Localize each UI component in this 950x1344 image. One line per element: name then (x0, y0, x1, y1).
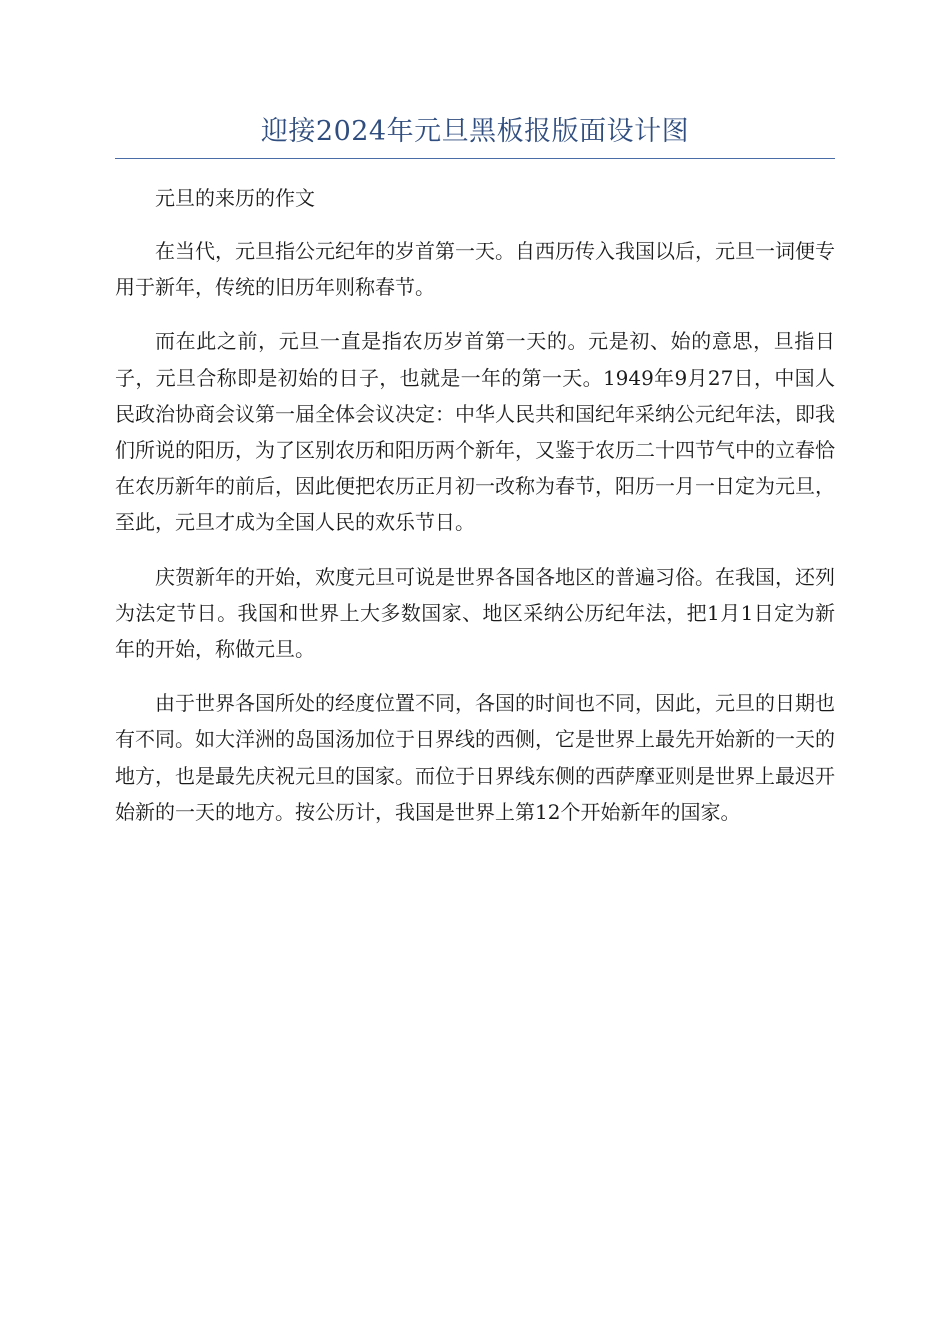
paragraph-1: 在当代，元旦指公元纪年的岁首第一天。自西历传入我国以后，元旦一词便专用于新年，传统的旧历年则称春节。 (115, 239, 835, 300)
document-title: 迎接2024年元旦黑板报版面设计图 (115, 112, 835, 159)
paragraph-4: 由于世界各国所处的经度位置不同，各国的时间也不同，因此，元旦的日期也有不同。如大洋洲的岛国汤加位于日界线的西侧，它是世界上最先开始新的一天的地方，也是最先庆祝元旦的国家。而位于日界线东侧的西萨摩亚则是世界上最迟开始新的一天的地方。按公历计，我国是世界上第12个开始新年的国家。 (115, 691, 835, 824)
document-page (115, 112, 835, 830)
paragraph-3: 庆贺新年的开始，欢度元旦可说是世界各国各地区的普遍习俗。在我国，还列为法定节日。我国和世界上大多数国家、地区采纳公历纪年法，把1月1日定为新年的开始，称做元旦。 (115, 564, 835, 662)
paragraph-2: 而在此之前，元旦一直是指农历岁首第一天的。元是初、始的意思，旦指日子，元旦合称即是初始的日子，也就是一年的第一天。1949年9月27日，中国人民政治协商会议第一届全体会议决定：中华人民共和国纪年采纳公元纪年法，即我们所说的阳历，为了区别农历和阳历两个新年，又鉴于农历二十四节气中的立春恰在农历新年的前后，因此便把农历正月初一改称为春节，阳历一月一日定为元旦，至此，元旦才成为全国人民的欢乐节日。 (115, 329, 835, 535)
document-subheading: 元旦的来历的作文 (155, 186, 315, 210)
